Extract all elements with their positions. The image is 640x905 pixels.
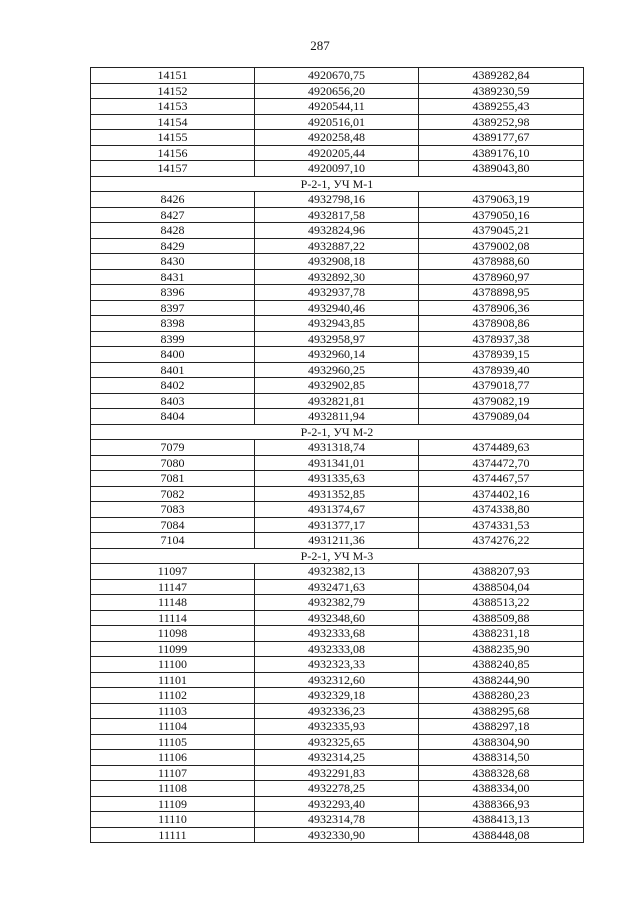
y-coordinate-cell: 4388413,13 bbox=[419, 812, 584, 828]
y-coordinate-cell: 4388448,08 bbox=[419, 827, 584, 843]
table-row bbox=[91, 378, 584, 394]
x-coordinate-cell: 4932348,60 bbox=[255, 610, 419, 626]
x-coordinate-cell: 4932817,58 bbox=[255, 207, 419, 223]
point-number-cell: 14154 bbox=[91, 114, 255, 130]
table-row bbox=[91, 781, 584, 797]
table-row bbox=[91, 641, 584, 657]
y-coordinate-cell: 4388314,50 bbox=[419, 750, 584, 766]
point-number-cell: 14155 bbox=[91, 130, 255, 146]
point-number-cell: 8429 bbox=[91, 238, 255, 254]
y-coordinate-cell: 4388231,18 bbox=[419, 626, 584, 642]
y-coordinate-cell: 4388295,68 bbox=[419, 703, 584, 719]
y-coordinate-cell: 4379002,08 bbox=[419, 238, 584, 254]
point-number-cell: 7079 bbox=[91, 440, 255, 456]
x-coordinate-cell: 4931341,01 bbox=[255, 455, 419, 471]
section-heading: Р-2-1, УЧ М-3 bbox=[91, 548, 584, 564]
x-coordinate-cell: 4932958,97 bbox=[255, 331, 419, 347]
y-coordinate-cell: 4388366,93 bbox=[419, 796, 584, 812]
y-coordinate-cell: 4378939,15 bbox=[419, 347, 584, 363]
x-coordinate-cell: 4920258,48 bbox=[255, 130, 419, 146]
point-number-cell: 11110 bbox=[91, 812, 255, 828]
x-coordinate-cell: 4932798,16 bbox=[255, 192, 419, 208]
table-row bbox=[91, 362, 584, 378]
y-coordinate-cell: 4388504,04 bbox=[419, 579, 584, 595]
y-coordinate-cell: 4378908,86 bbox=[419, 316, 584, 332]
section-heading: Р-2-1, УЧ М-2 bbox=[91, 424, 584, 440]
point-number-cell: 14156 bbox=[91, 145, 255, 161]
x-coordinate-cell: 4932382,79 bbox=[255, 595, 419, 611]
table-row bbox=[91, 827, 584, 843]
x-coordinate-cell: 4931211,36 bbox=[255, 533, 419, 549]
table-row bbox=[91, 440, 584, 456]
y-coordinate-cell: 4389043,80 bbox=[419, 161, 584, 177]
table-row bbox=[91, 595, 584, 611]
point-number-cell: 7081 bbox=[91, 471, 255, 487]
y-coordinate-cell: 4389282,84 bbox=[419, 68, 584, 84]
x-coordinate-cell: 4932314,78 bbox=[255, 812, 419, 828]
x-coordinate-cell: 4932293,40 bbox=[255, 796, 419, 812]
y-coordinate-cell: 4378988,60 bbox=[419, 254, 584, 270]
point-number-cell: 14153 bbox=[91, 99, 255, 115]
table-row bbox=[91, 269, 584, 285]
x-coordinate-cell: 4932336,23 bbox=[255, 703, 419, 719]
table-row bbox=[91, 316, 584, 332]
x-coordinate-cell: 4932323,33 bbox=[255, 657, 419, 673]
coordinates-table-body bbox=[91, 68, 584, 843]
y-coordinate-cell: 4379045,21 bbox=[419, 223, 584, 239]
y-coordinate-cell: 4374402,16 bbox=[419, 486, 584, 502]
x-coordinate-cell: 4920670,75 bbox=[255, 68, 419, 84]
y-coordinate-cell: 4374489,63 bbox=[419, 440, 584, 456]
point-number-cell: 14152 bbox=[91, 83, 255, 99]
table-row bbox=[91, 68, 584, 84]
y-coordinate-cell: 4388244,90 bbox=[419, 672, 584, 688]
y-coordinate-cell: 4379082,19 bbox=[419, 393, 584, 409]
y-coordinate-cell: 4379050,16 bbox=[419, 207, 584, 223]
y-coordinate-cell: 4378906,36 bbox=[419, 300, 584, 316]
y-coordinate-cell: 4388509,88 bbox=[419, 610, 584, 626]
point-number-cell: 11097 bbox=[91, 564, 255, 580]
x-coordinate-cell: 4932291,83 bbox=[255, 765, 419, 781]
point-number-cell: 11109 bbox=[91, 796, 255, 812]
y-coordinate-cell: 4374331,53 bbox=[419, 517, 584, 533]
point-number-cell: 11098 bbox=[91, 626, 255, 642]
x-coordinate-cell: 4932824,96 bbox=[255, 223, 419, 239]
x-coordinate-cell: 4932312,60 bbox=[255, 672, 419, 688]
table-row bbox=[91, 657, 584, 673]
table-row bbox=[91, 688, 584, 704]
y-coordinate-cell: 4388334,00 bbox=[419, 781, 584, 797]
y-coordinate-cell: 4389176,10 bbox=[419, 145, 584, 161]
x-coordinate-cell: 4932335,93 bbox=[255, 719, 419, 735]
y-coordinate-cell: 4388304,90 bbox=[419, 734, 584, 750]
table-row bbox=[91, 83, 584, 99]
point-number-cell: 11108 bbox=[91, 781, 255, 797]
y-coordinate-cell: 4379063,19 bbox=[419, 192, 584, 208]
point-number-cell: 8430 bbox=[91, 254, 255, 270]
y-coordinate-cell: 4389255,43 bbox=[419, 99, 584, 115]
y-coordinate-cell: 4388280,23 bbox=[419, 688, 584, 704]
table-row bbox=[91, 533, 584, 549]
table-row bbox=[91, 300, 584, 316]
section-heading-row bbox=[91, 548, 584, 564]
y-coordinate-cell: 4374467,57 bbox=[419, 471, 584, 487]
y-coordinate-cell: 4378960,97 bbox=[419, 269, 584, 285]
point-number-cell: 7080 bbox=[91, 455, 255, 471]
x-coordinate-cell: 4931377,17 bbox=[255, 517, 419, 533]
x-coordinate-cell: 4932960,25 bbox=[255, 362, 419, 378]
table-row bbox=[91, 192, 584, 208]
x-coordinate-cell: 4932329,18 bbox=[255, 688, 419, 704]
x-coordinate-cell: 4931352,85 bbox=[255, 486, 419, 502]
x-coordinate-cell: 4932811,94 bbox=[255, 409, 419, 425]
y-coordinate-cell: 4378939,40 bbox=[419, 362, 584, 378]
y-coordinate-cell: 4374472,70 bbox=[419, 455, 584, 471]
table-row bbox=[91, 130, 584, 146]
table-row bbox=[91, 796, 584, 812]
point-number-cell: 11148 bbox=[91, 595, 255, 611]
x-coordinate-cell: 4932333,68 bbox=[255, 626, 419, 642]
point-number-cell: 8426 bbox=[91, 192, 255, 208]
page-number: 287 bbox=[310, 38, 330, 53]
y-coordinate-cell: 4389252,98 bbox=[419, 114, 584, 130]
x-coordinate-cell: 4932908,18 bbox=[255, 254, 419, 270]
point-number-cell: 7104 bbox=[91, 533, 255, 549]
point-number-cell: 8398 bbox=[91, 316, 255, 332]
table-row bbox=[91, 610, 584, 626]
table-row bbox=[91, 750, 584, 766]
point-number-cell: 14151 bbox=[91, 68, 255, 84]
table-row bbox=[91, 223, 584, 239]
x-coordinate-cell: 4920516,01 bbox=[255, 114, 419, 130]
point-number-cell: 8402 bbox=[91, 378, 255, 394]
table-row bbox=[91, 238, 584, 254]
table-row bbox=[91, 502, 584, 518]
point-number-cell: 11105 bbox=[91, 734, 255, 750]
point-number-cell: 7083 bbox=[91, 502, 255, 518]
point-number-cell: 8401 bbox=[91, 362, 255, 378]
x-coordinate-cell: 4932330,90 bbox=[255, 827, 419, 843]
x-coordinate-cell: 4932960,14 bbox=[255, 347, 419, 363]
table-row bbox=[91, 517, 584, 533]
y-coordinate-cell: 4388240,85 bbox=[419, 657, 584, 673]
point-number-cell: 8428 bbox=[91, 223, 255, 239]
point-number-cell: 8399 bbox=[91, 331, 255, 347]
x-coordinate-cell: 4932314,25 bbox=[255, 750, 419, 766]
y-coordinate-cell: 4379018,77 bbox=[419, 378, 584, 394]
table-row bbox=[91, 145, 584, 161]
table-row bbox=[91, 703, 584, 719]
x-coordinate-cell: 4932821,81 bbox=[255, 393, 419, 409]
table-row bbox=[91, 579, 584, 595]
table-row bbox=[91, 734, 584, 750]
section-heading: Р-2-1, УЧ М-1 bbox=[91, 176, 584, 192]
point-number-cell: 11106 bbox=[91, 750, 255, 766]
table-row bbox=[91, 285, 584, 301]
point-number-cell: 11100 bbox=[91, 657, 255, 673]
x-coordinate-cell: 4932333,08 bbox=[255, 641, 419, 657]
table-row bbox=[91, 486, 584, 502]
x-coordinate-cell: 4932887,22 bbox=[255, 238, 419, 254]
x-coordinate-cell: 4932943,85 bbox=[255, 316, 419, 332]
x-coordinate-cell: 4932325,65 bbox=[255, 734, 419, 750]
table-row bbox=[91, 347, 584, 363]
x-coordinate-cell: 4931374,67 bbox=[255, 502, 419, 518]
y-coordinate-cell: 4388235,90 bbox=[419, 641, 584, 657]
y-coordinate-cell: 4378937,38 bbox=[419, 331, 584, 347]
point-number-cell: 11111 bbox=[91, 827, 255, 843]
point-number-cell: 11147 bbox=[91, 579, 255, 595]
point-number-cell: 11103 bbox=[91, 703, 255, 719]
table-row bbox=[91, 409, 584, 425]
table-row bbox=[91, 455, 584, 471]
point-number-cell: 7084 bbox=[91, 517, 255, 533]
x-coordinate-cell: 4932902,85 bbox=[255, 378, 419, 394]
section-heading-row bbox=[91, 424, 584, 440]
y-coordinate-cell: 4389230,59 bbox=[419, 83, 584, 99]
x-coordinate-cell: 4932892,30 bbox=[255, 269, 419, 285]
table-row bbox=[91, 672, 584, 688]
y-coordinate-cell: 4374276,22 bbox=[419, 533, 584, 549]
point-number-cell: 8404 bbox=[91, 409, 255, 425]
table-row bbox=[91, 626, 584, 642]
point-number-cell: 8427 bbox=[91, 207, 255, 223]
point-number-cell: 8403 bbox=[91, 393, 255, 409]
point-number-cell: 11102 bbox=[91, 688, 255, 704]
point-number-cell: 8396 bbox=[91, 285, 255, 301]
table-row bbox=[91, 207, 584, 223]
y-coordinate-cell: 4378898,95 bbox=[419, 285, 584, 301]
x-coordinate-cell: 4920656,20 bbox=[255, 83, 419, 99]
y-coordinate-cell: 4388328,68 bbox=[419, 765, 584, 781]
point-number-cell: 7082 bbox=[91, 486, 255, 502]
x-coordinate-cell: 4920097,10 bbox=[255, 161, 419, 177]
point-number-cell: 14157 bbox=[91, 161, 255, 177]
table-row bbox=[91, 719, 584, 735]
x-coordinate-cell: 4931318,74 bbox=[255, 440, 419, 456]
point-number-cell: 8431 bbox=[91, 269, 255, 285]
x-coordinate-cell: 4931335,63 bbox=[255, 471, 419, 487]
table-row bbox=[91, 331, 584, 347]
table-row bbox=[91, 564, 584, 580]
x-coordinate-cell: 4932937,78 bbox=[255, 285, 419, 301]
table-row bbox=[91, 254, 584, 270]
table-row bbox=[91, 471, 584, 487]
table-row bbox=[91, 161, 584, 177]
y-coordinate-cell: 4389177,67 bbox=[419, 130, 584, 146]
y-coordinate-cell: 4388297,18 bbox=[419, 719, 584, 735]
y-coordinate-cell: 4388207,93 bbox=[419, 564, 584, 580]
y-coordinate-cell: 4388513,22 bbox=[419, 595, 584, 611]
y-coordinate-cell: 4374338,80 bbox=[419, 502, 584, 518]
x-coordinate-cell: 4920544,11 bbox=[255, 99, 419, 115]
y-coordinate-cell: 4379089,04 bbox=[419, 409, 584, 425]
coordinates-table bbox=[90, 67, 584, 843]
point-number-cell: 11114 bbox=[91, 610, 255, 626]
point-number-cell: 11101 bbox=[91, 672, 255, 688]
point-number-cell: 8400 bbox=[91, 347, 255, 363]
table-row bbox=[91, 812, 584, 828]
x-coordinate-cell: 4920205,44 bbox=[255, 145, 419, 161]
point-number-cell: 11107 bbox=[91, 765, 255, 781]
point-number-cell: 11104 bbox=[91, 719, 255, 735]
section-heading-row bbox=[91, 176, 584, 192]
table-row bbox=[91, 99, 584, 115]
point-number-cell: 11099 bbox=[91, 641, 255, 657]
x-coordinate-cell: 4932382,13 bbox=[255, 564, 419, 580]
table-row bbox=[91, 765, 584, 781]
table-row bbox=[91, 114, 584, 130]
x-coordinate-cell: 4932471,63 bbox=[255, 579, 419, 595]
x-coordinate-cell: 4932278,25 bbox=[255, 781, 419, 797]
x-coordinate-cell: 4932940,46 bbox=[255, 300, 419, 316]
point-number-cell: 8397 bbox=[91, 300, 255, 316]
table-row bbox=[91, 393, 584, 409]
